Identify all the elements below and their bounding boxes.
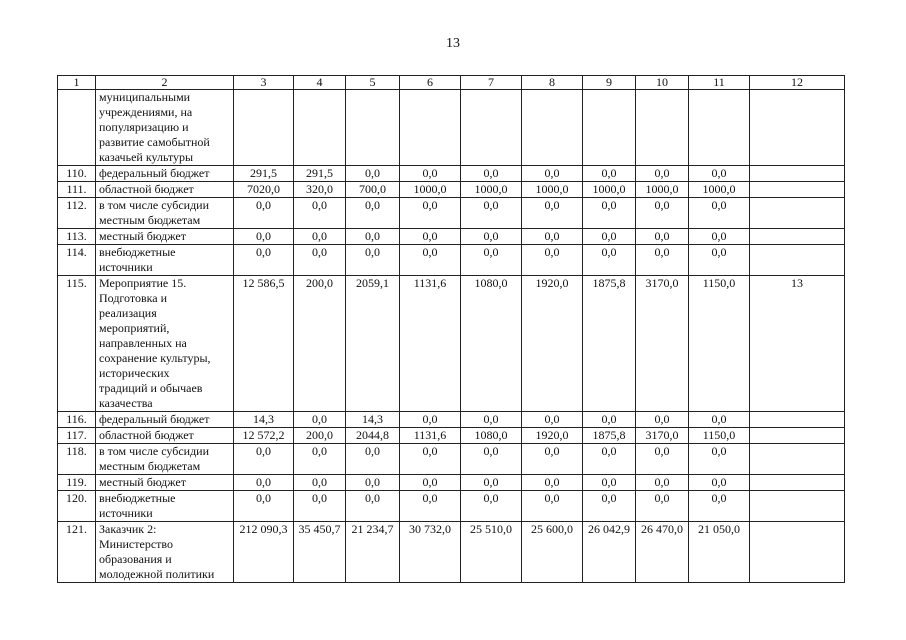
target-indicator-cell [750, 198, 845, 229]
page-number: 13 [446, 36, 460, 51]
value-cell: 0,0 [583, 245, 636, 276]
value-cell: 0,0 [522, 229, 583, 245]
value-cell [400, 90, 461, 166]
value-cell: 0,0 [583, 166, 636, 182]
value-cell: 0,0 [234, 491, 294, 522]
value-cell: 1150,0 [689, 276, 750, 412]
row-name: в том числе субсидии местным бюджетам [96, 198, 234, 229]
value-cell: 0,0 [583, 475, 636, 491]
value-cell: 0,0 [346, 475, 400, 491]
value-cell: 0,0 [346, 444, 400, 475]
value-cell: 0,0 [294, 444, 346, 475]
column-header: 1 [58, 76, 96, 90]
value-cell: 291,5 [294, 166, 346, 182]
value-cell: 21 050,0 [689, 522, 750, 583]
row-name: областной бюджет [96, 428, 234, 444]
value-cell: 35 450,7 [294, 522, 346, 583]
value-cell: 1920,0 [522, 428, 583, 444]
value-cell: 14,3 [234, 412, 294, 428]
column-header: 9 [583, 76, 636, 90]
row-number: 113. [58, 229, 96, 245]
value-cell: 0,0 [522, 412, 583, 428]
column-header: 10 [636, 76, 689, 90]
row-number: 119. [58, 475, 96, 491]
row-number: 120. [58, 491, 96, 522]
value-cell: 0,0 [294, 229, 346, 245]
value-cell: 0,0 [234, 198, 294, 229]
row-name: местный бюджет [96, 475, 234, 491]
value-cell: 0,0 [522, 491, 583, 522]
value-cell: 0,0 [461, 491, 522, 522]
value-cell: 0,0 [522, 245, 583, 276]
column-header: 12 [750, 76, 845, 90]
value-cell: 0,0 [294, 491, 346, 522]
value-cell: 0,0 [583, 491, 636, 522]
value-cell: 1000,0 [522, 182, 583, 198]
value-cell: 0,0 [636, 229, 689, 245]
value-cell: 0,0 [400, 245, 461, 276]
value-cell: 14,3 [346, 412, 400, 428]
table-row [58, 276, 845, 412]
value-cell: 0,0 [461, 166, 522, 182]
value-cell: 0,0 [583, 229, 636, 245]
target-indicator-cell [750, 412, 845, 428]
value-cell [234, 90, 294, 166]
target-indicator-cell [750, 245, 845, 276]
value-cell: 1875,8 [583, 428, 636, 444]
value-cell: 0,0 [522, 198, 583, 229]
column-header: 6 [400, 76, 461, 90]
row-name: областной бюджет [96, 182, 234, 198]
value-cell: 12 572,2 [234, 428, 294, 444]
value-cell: 0,0 [400, 444, 461, 475]
value-cell: 7020,0 [234, 182, 294, 198]
value-cell: 0,0 [234, 229, 294, 245]
row-name: внебюджетные источники [96, 245, 234, 276]
value-cell: 25 600,0 [522, 522, 583, 583]
value-cell: 200,0 [294, 276, 346, 412]
value-cell: 0,0 [636, 245, 689, 276]
value-cell: 0,0 [583, 444, 636, 475]
target-indicator-cell [750, 475, 845, 491]
value-cell: 0,0 [636, 475, 689, 491]
table-row [58, 412, 845, 428]
value-cell: 0,0 [346, 198, 400, 229]
value-cell: 1000,0 [400, 182, 461, 198]
target-indicator-cell [750, 491, 845, 522]
value-cell: 1000,0 [636, 182, 689, 198]
value-cell: 200,0 [294, 428, 346, 444]
value-cell: 0,0 [461, 444, 522, 475]
value-cell [294, 90, 346, 166]
column-header: 11 [689, 76, 750, 90]
table-row [58, 198, 845, 229]
value-cell: 212 090,3 [234, 522, 294, 583]
value-cell: 0,0 [400, 475, 461, 491]
value-cell: 0,0 [346, 166, 400, 182]
row-number: 111. [58, 182, 96, 198]
table-row [58, 90, 845, 166]
column-header: 7 [461, 76, 522, 90]
value-cell: 0,0 [461, 229, 522, 245]
value-cell: 0,0 [400, 491, 461, 522]
value-cell: 26 470,0 [636, 522, 689, 583]
target-indicator-cell: 13 [750, 276, 845, 412]
value-cell: 0,0 [522, 166, 583, 182]
table-row [58, 166, 845, 182]
value-cell: 0,0 [400, 229, 461, 245]
value-cell: 0,0 [346, 491, 400, 522]
value-cell: 1920,0 [522, 276, 583, 412]
value-cell: 1000,0 [583, 182, 636, 198]
value-cell: 1875,8 [583, 276, 636, 412]
value-cell: 0,0 [461, 412, 522, 428]
target-indicator-cell [750, 182, 845, 198]
value-cell: 700,0 [346, 182, 400, 198]
value-cell: 1000,0 [461, 182, 522, 198]
row-number: 112. [58, 198, 96, 229]
value-cell: 0,0 [294, 245, 346, 276]
column-header: 4 [294, 76, 346, 90]
value-cell: 30 732,0 [400, 522, 461, 583]
row-name: внебюджетные источники [96, 491, 234, 522]
target-indicator-cell [750, 90, 845, 166]
table-row [58, 475, 845, 491]
value-cell: 25 510,0 [461, 522, 522, 583]
row-name: Заказчик 2: Министерство образования и молодежной политики [96, 522, 234, 583]
value-cell: 12 586,5 [234, 276, 294, 412]
value-cell [583, 90, 636, 166]
value-cell: 3170,0 [636, 276, 689, 412]
value-cell: 1131,6 [400, 276, 461, 412]
value-cell: 0,0 [689, 412, 750, 428]
value-cell: 0,0 [294, 412, 346, 428]
value-cell: 0,0 [689, 245, 750, 276]
value-cell: 1080,0 [461, 276, 522, 412]
value-cell: 0,0 [400, 198, 461, 229]
row-number [58, 90, 96, 166]
value-cell: 0,0 [346, 229, 400, 245]
row-name: муниципальными учреждениями, на популяризацию и развитие самобытной казачьей культуры [96, 90, 234, 166]
value-cell: 0,0 [234, 475, 294, 491]
row-name: федеральный бюджет [96, 166, 234, 182]
row-number: 115. [58, 276, 96, 412]
row-number: 114. [58, 245, 96, 276]
value-cell: 26 042,9 [583, 522, 636, 583]
value-cell: 0,0 [689, 229, 750, 245]
value-cell: 1000,0 [689, 182, 750, 198]
value-cell [689, 90, 750, 166]
value-cell: 0,0 [294, 475, 346, 491]
target-indicator-cell [750, 522, 845, 583]
target-indicator-cell [750, 428, 845, 444]
value-cell: 0,0 [461, 198, 522, 229]
row-name: федеральный бюджет [96, 412, 234, 428]
budget-table [57, 75, 845, 583]
value-cell [522, 90, 583, 166]
value-cell: 0,0 [461, 245, 522, 276]
value-cell: 0,0 [689, 198, 750, 229]
value-cell: 0,0 [461, 475, 522, 491]
row-number: 117. [58, 428, 96, 444]
value-cell: 0,0 [234, 444, 294, 475]
value-cell: 0,0 [583, 198, 636, 229]
value-cell: 1080,0 [461, 428, 522, 444]
value-cell: 0,0 [583, 412, 636, 428]
target-indicator-cell [750, 229, 845, 245]
column-header: 5 [346, 76, 400, 90]
value-cell: 21 234,7 [346, 522, 400, 583]
value-cell: 0,0 [294, 198, 346, 229]
value-cell: 2044,8 [346, 428, 400, 444]
value-cell: 1131,6 [400, 428, 461, 444]
value-cell: 0,0 [636, 198, 689, 229]
value-cell [636, 90, 689, 166]
table-row [58, 428, 845, 444]
target-indicator-cell [750, 166, 845, 182]
row-number: 121. [58, 522, 96, 583]
value-cell: 291,5 [234, 166, 294, 182]
row-name: в том числе субсидии местным бюджетам [96, 444, 234, 475]
table-row [58, 245, 845, 276]
value-cell: 0,0 [636, 166, 689, 182]
row-number: 116. [58, 412, 96, 428]
value-cell: 0,0 [522, 444, 583, 475]
table-body [58, 90, 845, 583]
value-cell: 0,0 [689, 475, 750, 491]
value-cell: 1150,0 [689, 428, 750, 444]
header-row [58, 76, 845, 90]
value-cell: 2059,1 [346, 276, 400, 412]
target-indicator-cell [750, 444, 845, 475]
value-cell: 0,0 [689, 166, 750, 182]
value-cell [461, 90, 522, 166]
value-cell: 0,0 [400, 166, 461, 182]
value-cell: 0,0 [346, 245, 400, 276]
column-header: 8 [522, 76, 583, 90]
value-cell [346, 90, 400, 166]
value-cell: 0,0 [636, 412, 689, 428]
table-row [58, 522, 845, 583]
row-number: 118. [58, 444, 96, 475]
column-header: 2 [96, 76, 234, 90]
table-row [58, 444, 845, 475]
value-cell: 0,0 [636, 444, 689, 475]
row-name: Мероприятие 15. Подготовка и реализация мероприятий, направленных на сохранение культуры, исторических традиций и обычаев казачества [96, 276, 234, 412]
value-cell: 0,0 [400, 412, 461, 428]
value-cell: 320,0 [294, 182, 346, 198]
row-name: местный бюджет [96, 229, 234, 245]
table-row [58, 182, 845, 198]
value-cell: 3170,0 [636, 428, 689, 444]
table-row [58, 229, 845, 245]
table-row [58, 491, 845, 522]
value-cell: 0,0 [522, 475, 583, 491]
row-number: 110. [58, 166, 96, 182]
value-cell: 0,0 [234, 245, 294, 276]
value-cell: 0,0 [689, 444, 750, 475]
value-cell: 0,0 [636, 491, 689, 522]
value-cell: 0,0 [689, 491, 750, 522]
column-header: 3 [234, 76, 294, 90]
